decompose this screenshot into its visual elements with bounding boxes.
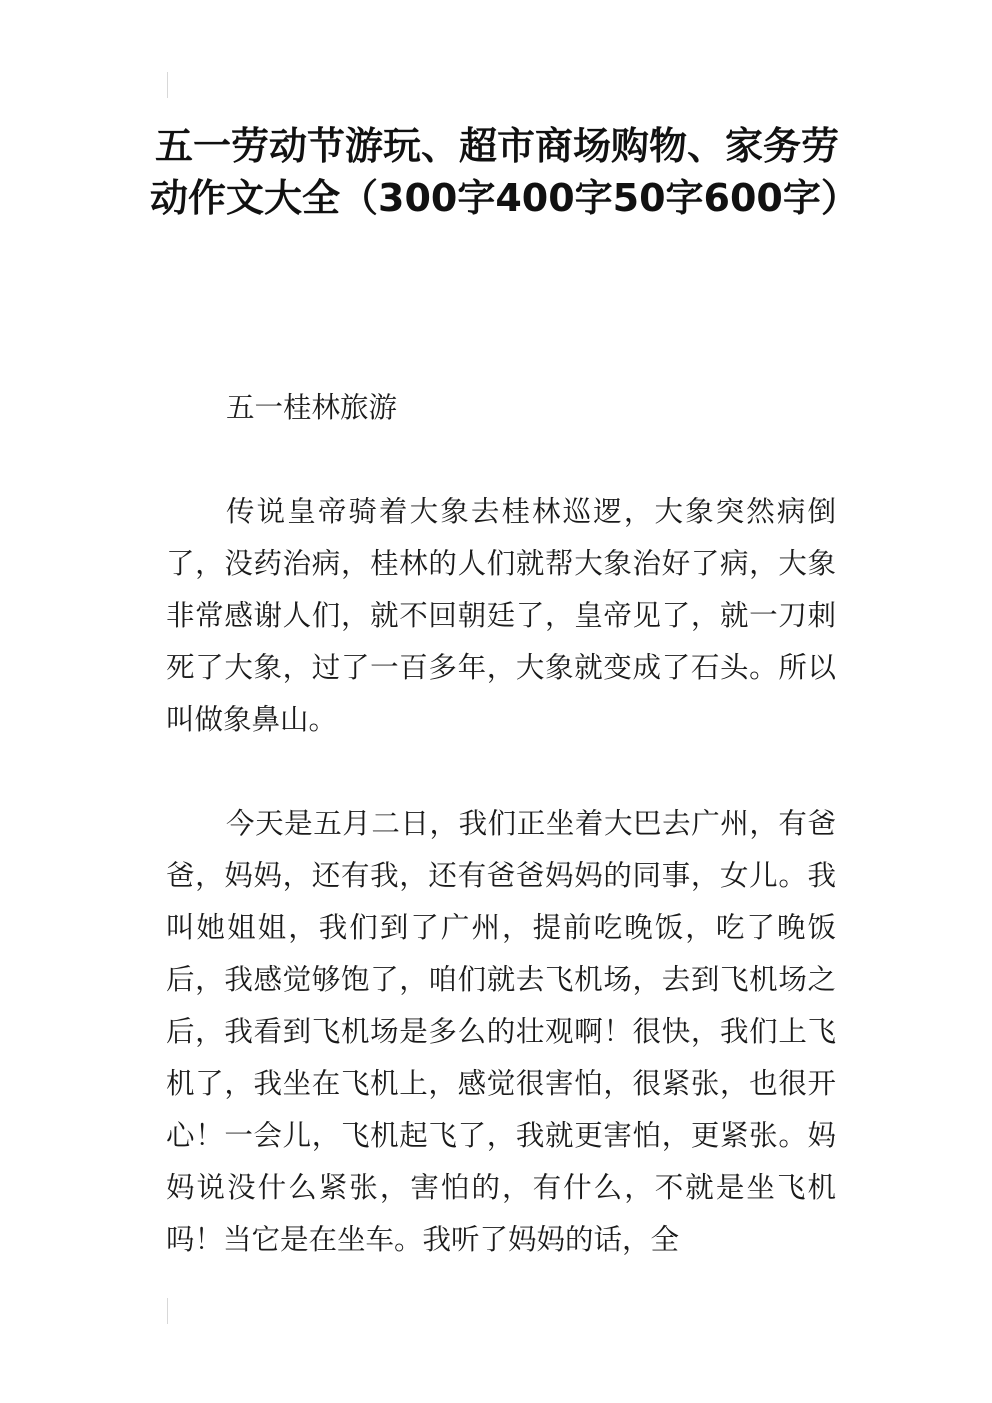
paragraph-2: 今天是五月二日，我们正坐着大巴去广州，有爸爸，妈妈，还有我，还有爸爸妈妈的同事，女儿。我叫她姐姐，我们到了广州，提前吃晚饭，吃了晚饭后，我感觉够饱了，咱们就去飞机场，去到飞机场之后，我看到飞机场是多么的壮观啊！很快，我们上飞机了，我坐在飞机上，感觉很害怕，很紧张，也很开心！一会儿，飞机起飞了，我就更害怕，更紧张。妈妈说没什么紧张，害怕的，有什么，不就是坐飞机吗！当它是在坐车。我听了妈妈的话，全 <box>166 807 836 1256</box>
document-title: 五一劳动节游玩、超市商场购物、家务劳动作文大全（300字400字50字600字） <box>150 124 859 220</box>
paragraph-1: 传说皇帝骑着大象去桂林巡逻，大象突然病倒了，没药治病，桂林的人们就帮大象治好了病，大象非常感谢人们，就不回朝廷了，皇帝见了，就一刀刺死了大象，过了一百多年，大象就变成了石头。所以叫做象鼻山。 <box>166 495 836 736</box>
document-body <box>166 382 836 1318</box>
margin-mark-top <box>167 72 168 98</box>
section-title: 五一桂林旅游 <box>226 391 398 424</box>
